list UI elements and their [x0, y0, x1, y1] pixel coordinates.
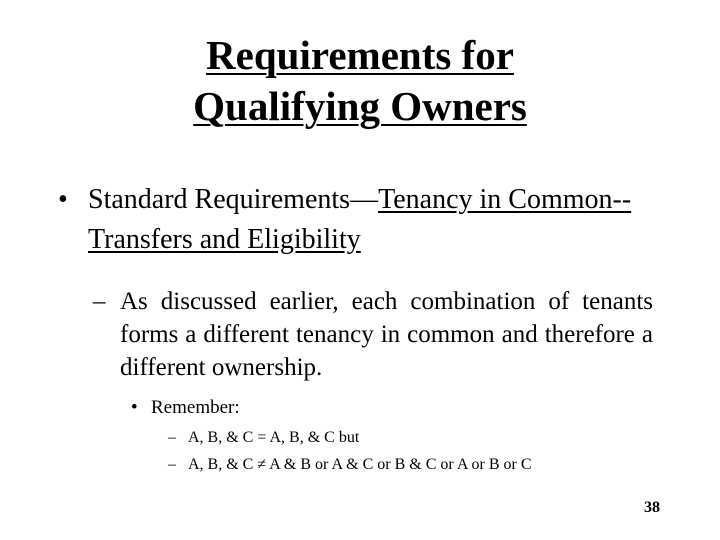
slide-title — [0, 30, 720, 132]
bullet-level-4-item — [168, 428, 359, 448]
bullet-level-1 — [58, 180, 678, 260]
slide-title-line-1: Requirements for — [206, 32, 514, 78]
bullet-level-4-text: A, B, & C ≠ A & B or A & C or B & C or A or B or C — [188, 456, 532, 473]
slide-title-line-2: Qualifying Owners — [193, 83, 527, 129]
bullet-level-3-text: Remember: — [151, 397, 240, 418]
bullet-level-4-item — [168, 455, 532, 475]
bullet-level-1-prefix: Standard Requirements— — [88, 184, 379, 215]
dash-marker: – — [93, 288, 106, 315]
bullet-level-1-underlined: Tenancy in Common--Transfers and Eligibility — [88, 184, 632, 255]
bullet-level-1-text — [88, 180, 678, 260]
dash-marker: – — [168, 429, 176, 446]
dash-marker: – — [168, 456, 176, 473]
bullet-level-2-text: As discussed earlier, each combination of tenants forms a different tenancy in common and therefore a different ownership. — [120, 288, 653, 381]
bullet-level-2 — [93, 285, 653, 384]
bullet-level-3 — [131, 396, 240, 420]
bullet-marker: • — [131, 397, 138, 418]
bullet-marker: • — [58, 184, 68, 215]
page-number: 38 — [644, 499, 660, 516]
bullet-level-4-text: A, B, & C = A, B, & C but — [188, 429, 360, 446]
